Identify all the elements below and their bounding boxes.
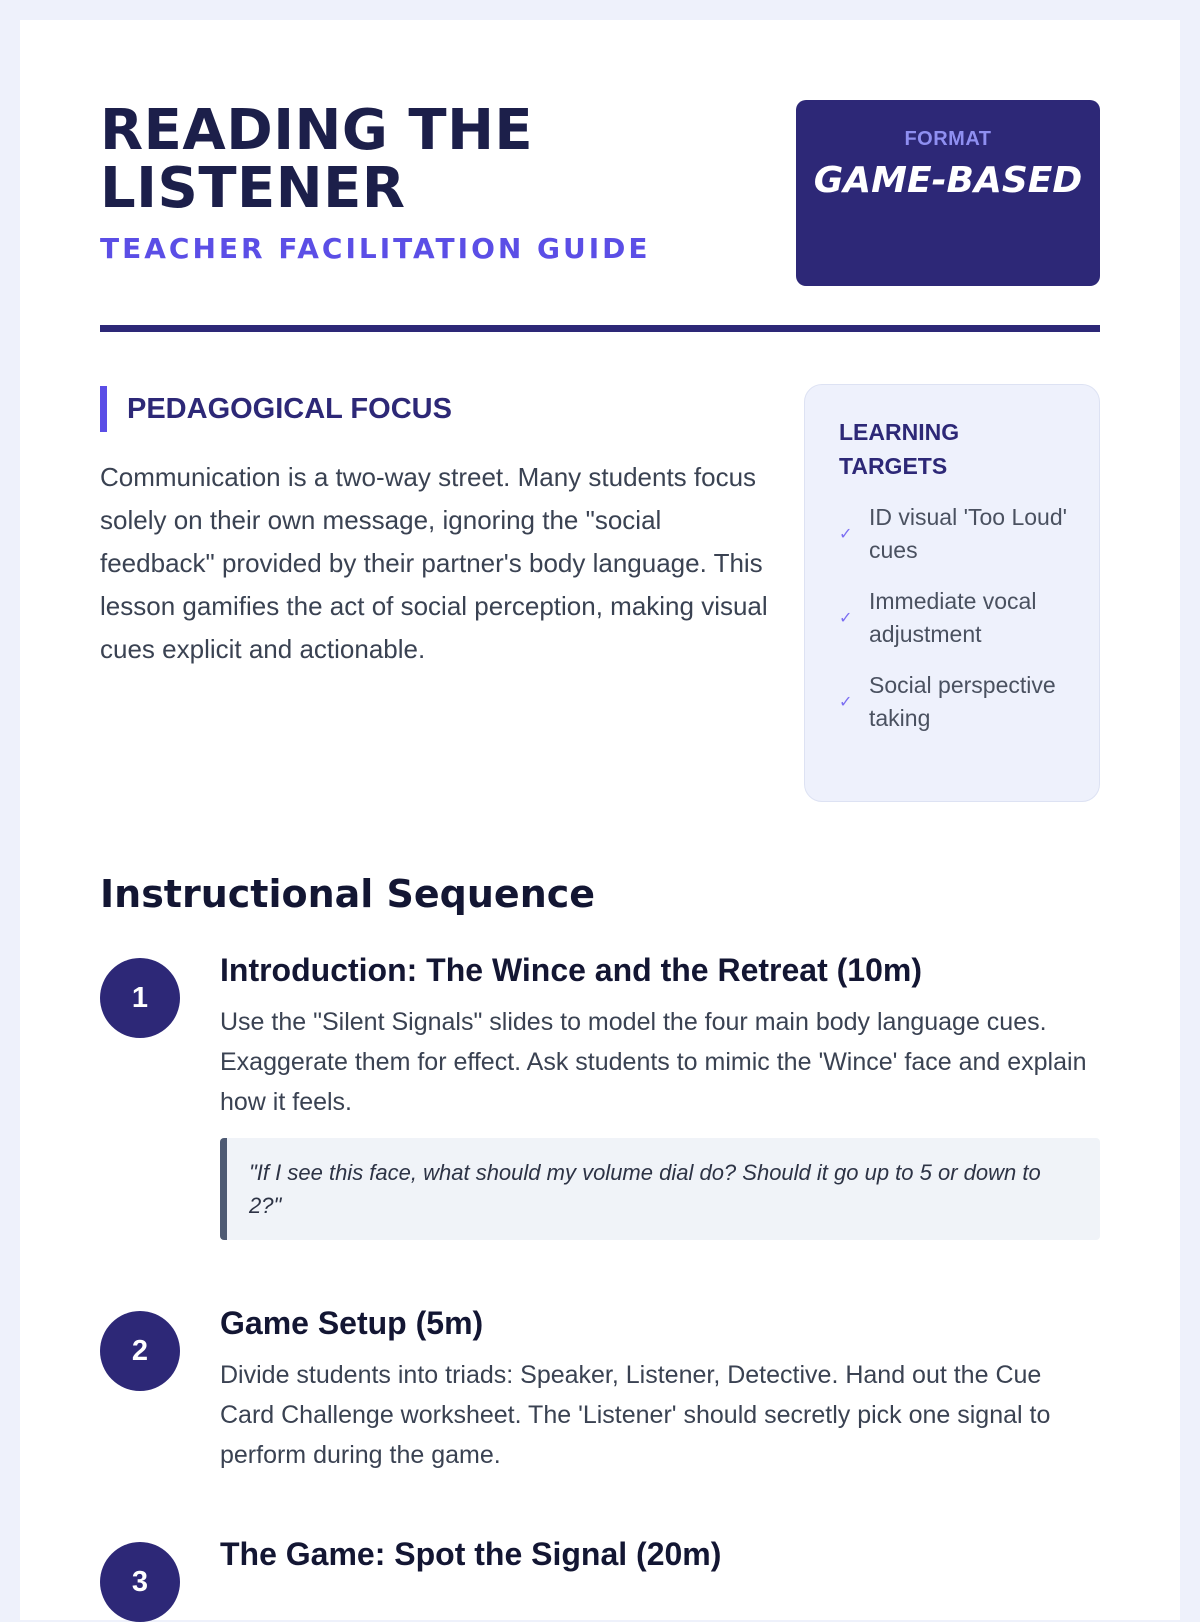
format-value: GAME-BASED bbox=[813, 160, 1083, 201]
target-text: Social perspective taking bbox=[869, 672, 1056, 731]
format-label: FORMAT bbox=[904, 128, 992, 150]
step-content bbox=[220, 1305, 1100, 1475]
step-content bbox=[220, 952, 1100, 1240]
learning-targets-title: LEARNING TARGETS bbox=[839, 419, 960, 479]
target-item bbox=[839, 501, 1079, 567]
step-title: Introduction: The Wince and the Retreat (10m) bbox=[220, 952, 922, 988]
step-title: Game Setup (5m) bbox=[220, 1305, 484, 1341]
focus-paragraph: Communication is a two-way street. Many students focus solely on their own message, ignoring the "social feedback" provided by their partner's body language. This lesson gamifies the act of social perception, making visual cues explicit and actionable. bbox=[100, 462, 768, 664]
check-icon: ✓ bbox=[839, 610, 853, 627]
header-divider bbox=[100, 325, 1100, 332]
step-number: 1 bbox=[100, 958, 180, 1038]
check-icon: ✓ bbox=[839, 526, 853, 543]
page-subtitle: TEACHER FACILITATION GUIDE bbox=[100, 232, 651, 265]
page-title: READING THE LISTENER bbox=[100, 98, 534, 221]
step-number: 3 bbox=[100, 1542, 180, 1622]
teacher-prompt-quote: "If I see this face, what should my volume dial do? Should it go up to 5 or down to 2?" bbox=[220, 1138, 1100, 1240]
step-title: The Game: Spot the Signal (20m) bbox=[220, 1536, 722, 1572]
step-description: Use the "Silent Signals" slides to model the four main body language cues. Exaggerate them for effect. Ask students to mimic the 'Wince' face and explain how it feels. bbox=[220, 1008, 1087, 1116]
focus-heading: PEDAGOGICAL FOCUS bbox=[100, 386, 452, 432]
target-text: ID visual 'Too Loud' cues bbox=[869, 504, 1068, 563]
step-number: 2 bbox=[100, 1311, 180, 1391]
format-badge bbox=[796, 100, 1100, 286]
header bbox=[100, 98, 720, 265]
check-icon: ✓ bbox=[839, 694, 853, 711]
target-item bbox=[839, 669, 1079, 735]
target-text: Immediate vocal adjustment bbox=[869, 588, 1037, 647]
guide-page bbox=[20, 20, 1180, 1620]
sequence-heading: Instructional Sequence bbox=[100, 872, 596, 916]
step-content bbox=[220, 1536, 1100, 1574]
learning-targets-card bbox=[804, 384, 1100, 802]
step-description: Divide students into triads: Speaker, Listener, Detective. Hand out the Cue Card Challenge worksheet. The 'Listener' should secretly pick one signal to perform during the game. bbox=[220, 1361, 1051, 1469]
target-item bbox=[839, 585, 1079, 651]
